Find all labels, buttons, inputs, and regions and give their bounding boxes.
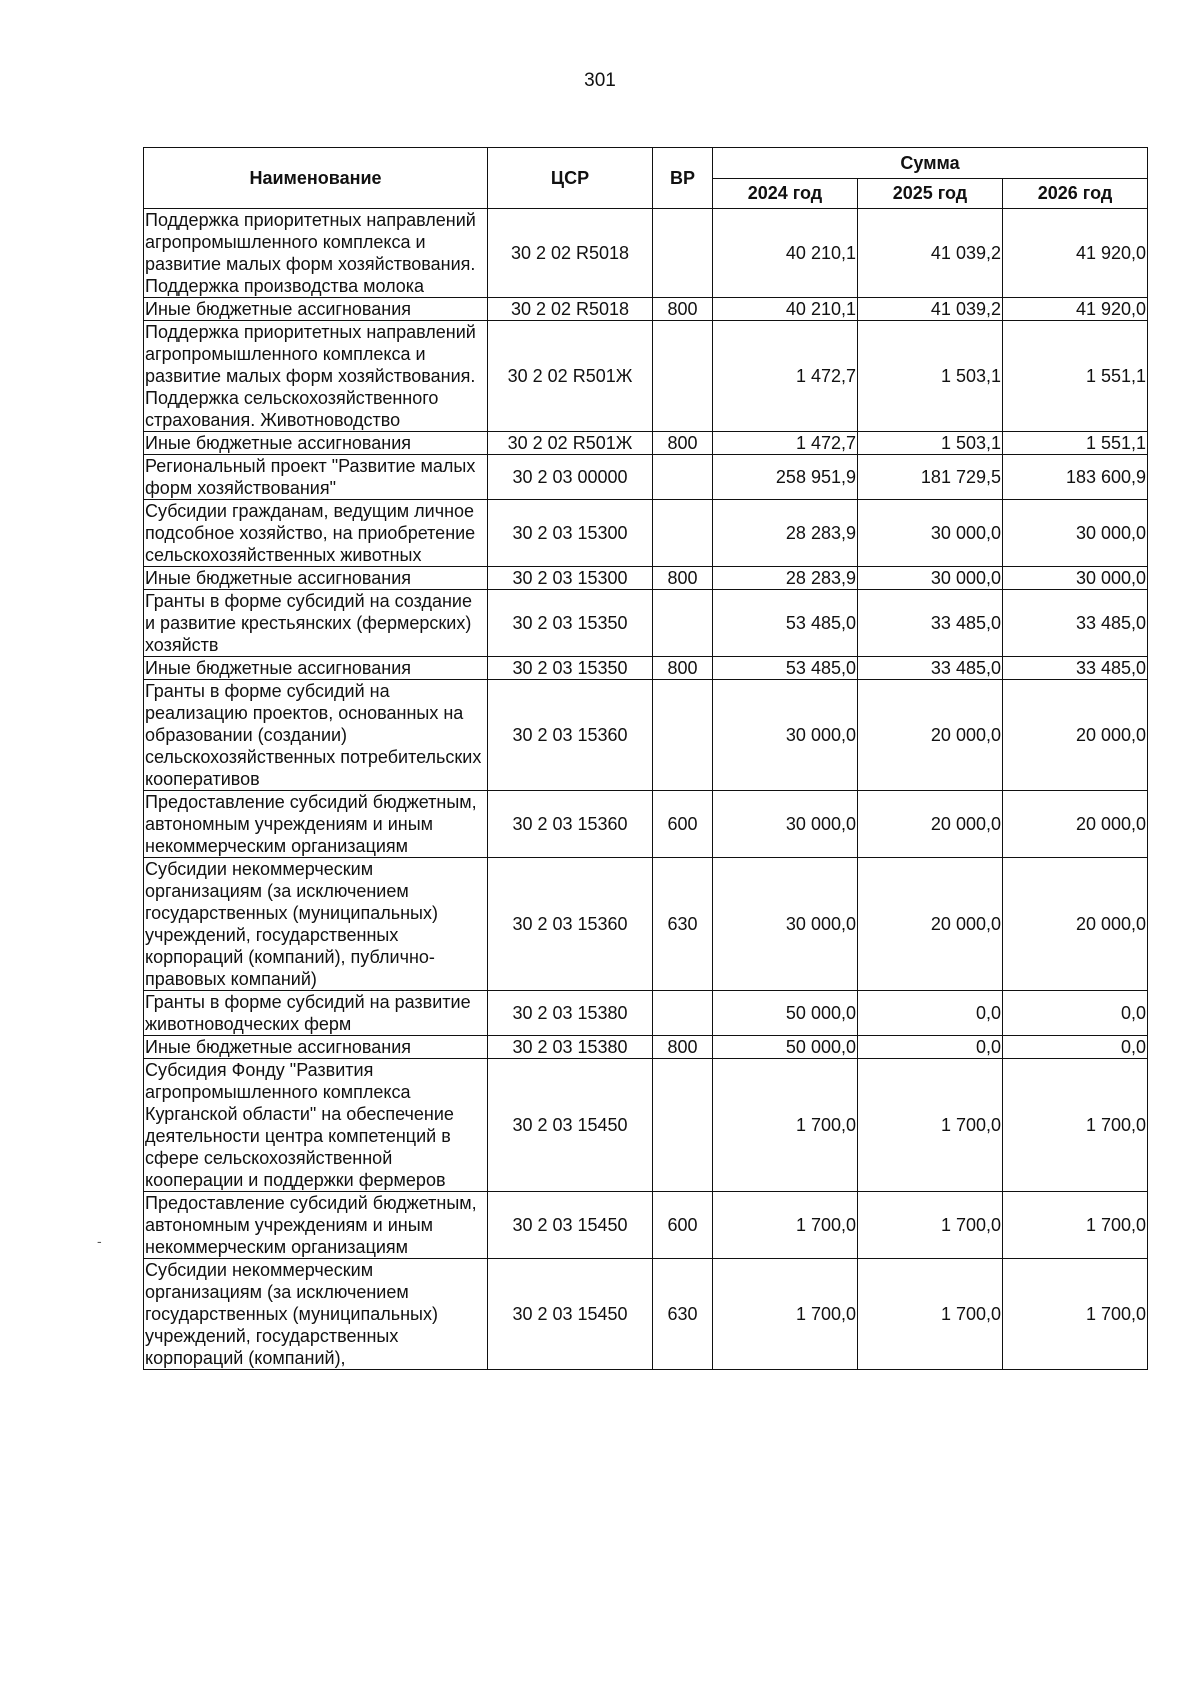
- row-name-cell: Предоставление субсидий бюджетным, автономным учреждениям и иным некоммерческим организациям: [144, 791, 488, 858]
- header-name: Наименование: [144, 148, 488, 209]
- row-2026-cell: 41 920,0: [1003, 209, 1148, 298]
- row-2026-cell: 1 551,1: [1003, 321, 1148, 432]
- row-2025-cell: 0,0: [858, 991, 1003, 1036]
- row-2025-cell: 0,0: [858, 1036, 1003, 1059]
- row-2026-cell: 1 700,0: [1003, 1192, 1148, 1259]
- row-csr-cell: 30 2 03 15450: [488, 1192, 653, 1259]
- row-name-cell: Субсидии некоммерческим организациям (за исключением государственных (муниципальных) учреждений, государственных корпораций (компаний),: [144, 1259, 488, 1370]
- row-2025-cell: 30 000,0: [858, 567, 1003, 590]
- row-2026-cell: 0,0: [1003, 991, 1148, 1036]
- table-row: [144, 209, 1148, 298]
- row-2024-cell: 1 472,7: [713, 432, 858, 455]
- row-2025-cell: 1 700,0: [858, 1192, 1003, 1259]
- row-vr-cell: 630: [653, 858, 713, 991]
- row-csr-cell: 30 2 03 15360: [488, 858, 653, 991]
- header-year-2024: 2024 год: [713, 178, 858, 209]
- table-body: [144, 209, 1148, 1370]
- table-header: [144, 148, 1148, 209]
- row-vr-cell: [653, 1059, 713, 1192]
- row-name-cell: Иные бюджетные ассигнования: [144, 567, 488, 590]
- row-name-cell: Гранты в форме субсидий на развитие животноводческих ферм: [144, 991, 488, 1036]
- table-row: [144, 1059, 1148, 1192]
- header-csr: ЦСР: [488, 148, 653, 209]
- row-vr-cell: 800: [653, 657, 713, 680]
- row-vr-cell: [653, 680, 713, 791]
- header-summa: Сумма: [713, 148, 1148, 179]
- row-2025-cell: 20 000,0: [858, 680, 1003, 791]
- row-csr-cell: 30 2 02 R5018: [488, 298, 653, 321]
- page-number: 301: [584, 70, 616, 91]
- row-vr-cell: 600: [653, 791, 713, 858]
- row-vr-cell: 800: [653, 298, 713, 321]
- row-2024-cell: 50 000,0: [713, 1036, 858, 1059]
- table-row: [144, 432, 1148, 455]
- row-2025-cell: 1 503,1: [858, 432, 1003, 455]
- table-row: [144, 1036, 1148, 1059]
- row-name-cell: Поддержка приоритетных направлений агропромышленного комплекса и развитие малых форм хозяйствования. Поддержка производства молока: [144, 209, 488, 298]
- row-2026-cell: 30 000,0: [1003, 567, 1148, 590]
- row-name-cell: Иные бюджетные ассигнования: [144, 298, 488, 321]
- row-2024-cell: 28 283,9: [713, 500, 858, 567]
- row-2025-cell: 181 729,5: [858, 455, 1003, 500]
- row-2025-cell: 41 039,2: [858, 298, 1003, 321]
- row-2024-cell: 30 000,0: [713, 858, 858, 991]
- row-vr-cell: [653, 455, 713, 500]
- row-vr-cell: 600: [653, 1192, 713, 1259]
- row-2026-cell: 41 920,0: [1003, 298, 1148, 321]
- row-2026-cell: 1 700,0: [1003, 1259, 1148, 1370]
- header-vr: ВР: [653, 148, 713, 209]
- row-vr-cell: 800: [653, 432, 713, 455]
- row-vr-cell: 800: [653, 1036, 713, 1059]
- row-csr-cell: 30 2 03 15450: [488, 1059, 653, 1192]
- row-csr-cell: 30 2 03 15380: [488, 1036, 653, 1059]
- row-csr-cell: 30 2 03 15380: [488, 991, 653, 1036]
- row-2024-cell: 1 472,7: [713, 321, 858, 432]
- row-2025-cell: 1 700,0: [858, 1259, 1003, 1370]
- row-2024-cell: 40 210,1: [713, 298, 858, 321]
- row-name-cell: Иные бюджетные ассигнования: [144, 657, 488, 680]
- row-csr-cell: 30 2 03 15350: [488, 590, 653, 657]
- row-2025-cell: 33 485,0: [858, 657, 1003, 680]
- row-csr-cell: 30 2 03 15450: [488, 1259, 653, 1370]
- row-name-cell: Поддержка приоритетных направлений агропромышленного комплекса и развитие малых форм хозяйствования. Поддержка сельскохозяйственного страхования. Животноводство: [144, 321, 488, 432]
- table-row: [144, 791, 1148, 858]
- header-year-2026: 2026 год: [1003, 178, 1148, 209]
- row-csr-cell: 30 2 03 15300: [488, 500, 653, 567]
- row-2024-cell: 40 210,1: [713, 209, 858, 298]
- row-2026-cell: 1 700,0: [1003, 1059, 1148, 1192]
- row-name-cell: Субсидии некоммерческим организациям (за исключением государственных (муниципальных) учреждений, государственных корпораций (компаний), публично-правовых компаний): [144, 858, 488, 991]
- row-csr-cell: 30 2 02 R501Ж: [488, 432, 653, 455]
- row-2026-cell: 33 485,0: [1003, 590, 1148, 657]
- margin-mark: -: [97, 1233, 102, 1249]
- row-csr-cell: 30 2 03 15360: [488, 680, 653, 791]
- row-2024-cell: 30 000,0: [713, 791, 858, 858]
- row-2026-cell: 183 600,9: [1003, 455, 1148, 500]
- row-csr-cell: 30 2 02 R501Ж: [488, 321, 653, 432]
- row-csr-cell: 30 2 03 15350: [488, 657, 653, 680]
- row-name-cell: Региональный проект "Развитие малых форм хозяйствования": [144, 455, 488, 500]
- table-row: [144, 298, 1148, 321]
- row-vr-cell: [653, 590, 713, 657]
- row-name-cell: Гранты в форме субсидий на реализацию проектов, основанных на образовании (создании) сельскохозяйственных потребительских кооперативов: [144, 680, 488, 791]
- table-row: [144, 455, 1148, 500]
- row-2026-cell: 20 000,0: [1003, 791, 1148, 858]
- row-csr-cell: 30 2 03 15300: [488, 567, 653, 590]
- row-2026-cell: 0,0: [1003, 1036, 1148, 1059]
- row-2025-cell: 30 000,0: [858, 500, 1003, 567]
- row-2026-cell: 33 485,0: [1003, 657, 1148, 680]
- row-vr-cell: [653, 321, 713, 432]
- row-2024-cell: 30 000,0: [713, 680, 858, 791]
- row-2026-cell: 30 000,0: [1003, 500, 1148, 567]
- row-name-cell: Иные бюджетные ассигнования: [144, 1036, 488, 1059]
- row-2024-cell: 258 951,9: [713, 455, 858, 500]
- row-2024-cell: 50 000,0: [713, 991, 858, 1036]
- row-2026-cell: 20 000,0: [1003, 858, 1148, 991]
- row-vr-cell: 800: [653, 567, 713, 590]
- table-row: [144, 567, 1148, 590]
- row-2026-cell: 20 000,0: [1003, 680, 1148, 791]
- row-2024-cell: 53 485,0: [713, 657, 858, 680]
- table-row: [144, 500, 1148, 567]
- row-vr-cell: [653, 500, 713, 567]
- table-row: [144, 991, 1148, 1036]
- row-2024-cell: 1 700,0: [713, 1192, 858, 1259]
- row-name-cell: Предоставление субсидий бюджетным, автономным учреждениям и иным некоммерческим организациям: [144, 1192, 488, 1259]
- row-name-cell: Гранты в форме субсидий на создание и развитие крестьянских (фермерских) хозяйств: [144, 590, 488, 657]
- row-2026-cell: 1 551,1: [1003, 432, 1148, 455]
- row-2024-cell: 53 485,0: [713, 590, 858, 657]
- row-name-cell: Субсидии гражданам, ведущим личное подсобное хозяйство, на приобретение сельскохозяйственных животных: [144, 500, 488, 567]
- table-row: [144, 1192, 1148, 1259]
- row-2025-cell: 20 000,0: [858, 858, 1003, 991]
- row-2024-cell: 28 283,9: [713, 567, 858, 590]
- row-2024-cell: 1 700,0: [713, 1259, 858, 1370]
- row-vr-cell: [653, 209, 713, 298]
- row-2025-cell: 20 000,0: [858, 791, 1003, 858]
- row-2025-cell: 41 039,2: [858, 209, 1003, 298]
- row-2025-cell: 1 503,1: [858, 321, 1003, 432]
- row-name-cell: Иные бюджетные ассигнования: [144, 432, 488, 455]
- header-year-2025: 2025 год: [858, 178, 1003, 209]
- row-name-cell: Субсидия Фонду "Развития агропромышленного комплекса Курганской области" на обеспечение деятельности центра компетенций в сфере сельскохозяйственной кооперации и поддержки фермеров: [144, 1059, 488, 1192]
- row-2024-cell: 1 700,0: [713, 1059, 858, 1192]
- row-vr-cell: 630: [653, 1259, 713, 1370]
- row-vr-cell: [653, 991, 713, 1036]
- table-row: [144, 590, 1148, 657]
- table-row: [144, 680, 1148, 791]
- table-row: [144, 657, 1148, 680]
- table-row: [144, 1259, 1148, 1370]
- budget-table: [143, 147, 1148, 1370]
- row-2025-cell: 1 700,0: [858, 1059, 1003, 1192]
- table-row: [144, 858, 1148, 991]
- row-csr-cell: 30 2 03 00000: [488, 455, 653, 500]
- row-csr-cell: 30 2 02 R5018: [488, 209, 653, 298]
- row-csr-cell: 30 2 03 15360: [488, 791, 653, 858]
- table-row: [144, 321, 1148, 432]
- row-2025-cell: 33 485,0: [858, 590, 1003, 657]
